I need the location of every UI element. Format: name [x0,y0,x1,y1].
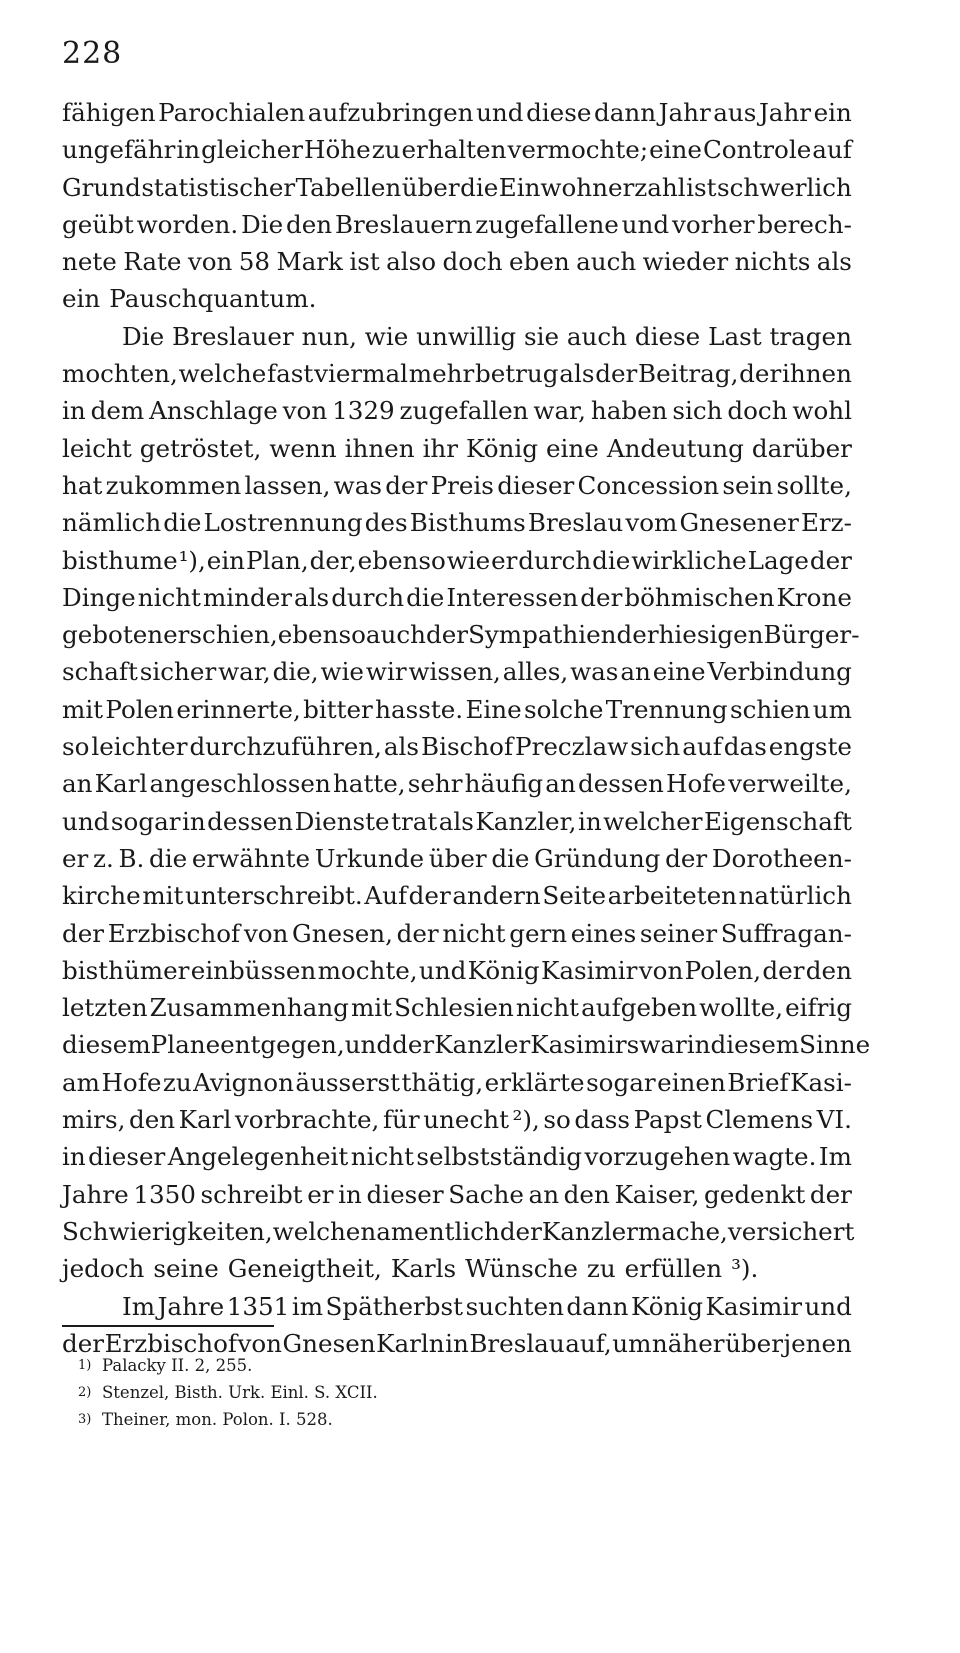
text-line: letzten Zusammenhang mit Schlesien nicht aufgeben wollte, eifrig [62,993,852,1023]
text-line: der Erzbischof von Gnesen Karln in Breslau auf, um näher über jenen [62,1328,852,1358]
footnotes [78,1352,378,1433]
text-line: mirs, den Karl vorbrachte, für unecht ²), so dass Papst Clemens VI. [62,1105,852,1135]
text-line: bisthume ¹), ein Plan, der, ebenso wie er durch die wirkliche Lage der [62,545,852,575]
footnote [78,1379,378,1406]
text-line: mochten, welche fast viermal mehr betrug als der Beitrag, der ihnen [62,359,852,389]
footnote [78,1352,378,1379]
footnote [78,1406,378,1433]
text-line: fähigen Parochialen aufzubringen und diese dann Jahr aus Jahr ein [62,98,852,127]
text-line: mit Polen erinnerte, bitter hasste. Eine solche Trennung schien um [62,694,852,724]
text-line: so leichter durchzuführen, als Bischof Preczlaw sich auf das engste [62,732,852,762]
text-line: er z. B. die erwähnte Urkunde über die Gründung der Dorotheen- [62,843,852,873]
text-line: diesem Plane entgegen, und der Kanzler Kasimirs war in diesem Sinne [62,1030,871,1060]
text-line: in dieser Angelegenheit nicht selbstständig vorzugehen wagte. Im [62,1142,852,1172]
text-line: geübt worden. Die den Breslauern zugefallene und vorher berech- [62,209,852,239]
text-line: und sogar in dessen Dienste trat als Kanzler, in welcher Eigenschaft [62,806,852,836]
footnote-text: Palacky II. 2, 255. [102,1356,253,1375]
text-line: Jahre 1350 schreibt er in dieser Sache an den Kaiser, gedenkt der [62,1179,852,1209]
paragraph [62,94,852,318]
text-line: kirche mit unterschreibt. Auf der andern Seite arbeiteten natürlich [62,881,852,911]
footnote-text: Theiner, mon. Polon. I. 528. [102,1410,333,1429]
text-line: leicht getröstet, wenn ihnen ihr König eine Andeutung darüber [62,433,852,463]
text-line: an Karl angeschlossen hatte, sehr häufig an dessen Hofe verweilte, [62,769,852,799]
page-number: 228 [62,36,123,71]
text-line: bisthümer einbüssen mochte, und König Kasimir von Polen, der den [62,955,852,985]
footnote-text: Stenzel, Bisth. Urk. Einl. S. XCII. [102,1383,378,1402]
text-line: jedoch seine Geneigtheit, Karls Wünsche zu erfüllen ³). [62,1254,759,1284]
text-line: Schwierigkeiten, welche namentlich der Kanzler mache, versichert [62,1216,855,1246]
footnote-marker: 2) [78,1385,92,1400]
footnote-marker: 1) [78,1358,92,1373]
text-line: in dem Anschlage von 1329 zugefallen war, haben sich doch wohl [62,396,852,426]
text-line: schaft sicher war, die, wie wir wissen, alles, was an eine Verbindung [62,657,852,687]
footnote-divider [62,1325,274,1327]
text-line: der Erzbischof von Gnesen, der nicht gern eines seiner Suffragan- [62,918,852,948]
text-line: am Hofe zu Avignon äusserst thätig, erklärte sogar einen Brief Kasi- [62,1067,852,1097]
text-line: ungefähr in gleicher Höhe zu erhalten vermochte; eine Controle auf [62,135,852,165]
text-line: nete Rate von 58 Mark ist also doch eben auch wieder nichts als [62,247,852,277]
text-line: Im Jahre 1351 im Spätherbst suchten dann König Kasimir und [122,1291,852,1321]
text-line: Dinge nicht minder als durch die Interessen der böhmischen Krone [62,582,852,612]
text-line: ein Pauschquantum. [62,284,317,314]
paragraph [62,318,871,1288]
text-line: hat zukommen lassen, was der Preis dieser Concession sein sollte, [62,470,852,500]
body-text [62,94,871,1362]
footnote-marker: 3) [78,1412,92,1427]
text-line: Grund statistischer Tabellen über die Einwohnerzahl ist schwerlich [62,172,852,202]
text-line: Die Breslauer nun, wie unwillig sie auch diese Last tragen [122,321,852,351]
text-line: geboten erschien, ebenso auch der Sympathien der hiesigen Bürger- [62,620,860,650]
text-line: nämlich die Lostrennung des Bisthums Breslau vom Gnesener Erz- [62,508,852,538]
